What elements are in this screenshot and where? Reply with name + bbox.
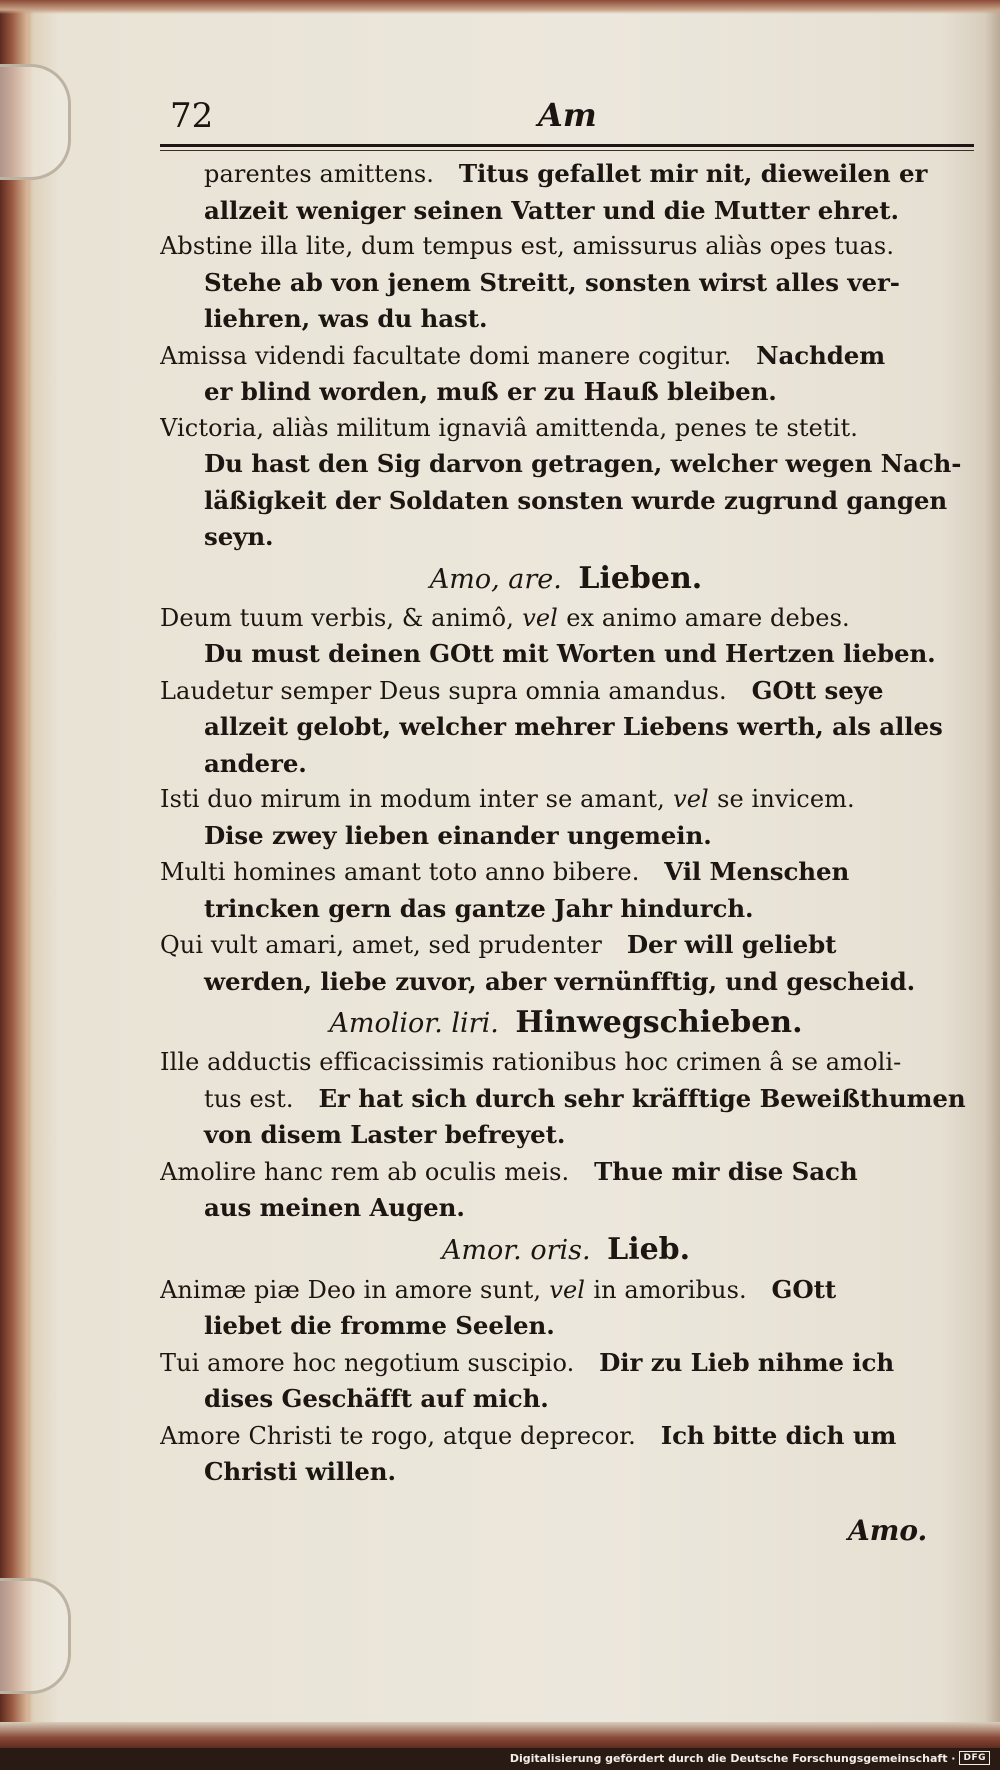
latin-text: ex animo amare debes. [566, 603, 850, 632]
latin-text: Deum tuum verbis, & animô, [160, 603, 514, 632]
vel-marker: vel [673, 785, 709, 813]
text-line [160, 891, 972, 928]
dictionary-entry [160, 1272, 972, 1345]
lemma-german: Hinwegschieben. [515, 1005, 803, 1040]
german-text: werden, liebe zuvor, aber vernünfftig, und gescheid. [204, 966, 916, 996]
text-line [160, 229, 972, 265]
german-text: Der will geliebt [626, 930, 837, 959]
german-text: andere. [204, 748, 307, 778]
latin-text: Victoria, aliàs militum ignaviâ amittenda, penes te stetit. [160, 413, 858, 442]
page-text [160, 156, 972, 1491]
text-line [160, 1117, 972, 1154]
german-text: von disem Laster befreyet. [204, 1120, 566, 1149]
text-line [160, 265, 972, 302]
german-text: läßigkeit der Soldaten sonsten wurde zugrund gangen [204, 485, 948, 515]
latin-text: in amoribus. [593, 1275, 747, 1304]
latin-text: se invicem. [717, 785, 855, 813]
german-text: seyn. [204, 522, 274, 551]
latin-text: Laudetur semper Deus supra omnia amandus. [160, 676, 727, 705]
text-line [160, 374, 972, 411]
german-text: allzeit gelobt, welcher mehrer Liebens werth, als alles [204, 712, 943, 741]
text-line [160, 1081, 972, 1118]
text-line [160, 1418, 972, 1455]
german-text: liebet die fromme Seelen. [204, 1311, 555, 1340]
latin-text: Amore Christi te rogo, atque deprecor. [160, 1421, 636, 1450]
text-line [160, 673, 972, 710]
vel-marker: vel [549, 1275, 586, 1304]
german-text: Christi willen. [204, 1457, 396, 1486]
latin-text: Tui amore hoc negotium suscipio. [160, 1348, 575, 1377]
latin-text: Qui vult amari, amet, sed prudenter [160, 931, 603, 959]
german-text: liehren, was du hast. [204, 304, 488, 333]
lemma-german: Lieben. [578, 560, 703, 596]
page-top-edge [0, 0, 1000, 14]
text-line [160, 854, 972, 891]
latin-text: Multi homines amant toto anno bibere. [160, 858, 640, 886]
german-text: Thue mir dise Sach [594, 1156, 858, 1186]
text-line [160, 483, 972, 520]
dictionary-entry [160, 1418, 972, 1491]
latin-text: Abstine illa lite, dum tempus est, amissurus aliàs opes tuas. [160, 232, 895, 260]
book-binding-edge [0, 0, 30, 1748]
text-line [160, 636, 972, 673]
running-head [168, 96, 976, 140]
page-number: 72 [170, 96, 214, 136]
dictionary-entry [160, 338, 972, 411]
digitization-footer [510, 1750, 990, 1766]
text-line [160, 1045, 972, 1081]
german-text: GOtt seye [751, 675, 884, 705]
german-text: Titus gefallet mir nit, dieweilen er [458, 159, 928, 188]
latin-text: Isti duo mirum in modum inter se amant, [160, 785, 665, 813]
lemma-latin: Amo, are. [429, 563, 562, 595]
dictionary-entry [160, 411, 972, 556]
page-bottom-edge [0, 1722, 1000, 1748]
running-head-word: Am [538, 96, 597, 134]
dictionary-entry [160, 927, 972, 1000]
lemma-heading [160, 558, 972, 601]
text-line [160, 709, 972, 746]
latin-text: Ille adductis efficacissimis rationibus hoc crimen â se amoli- [160, 1048, 902, 1076]
text-line [160, 1154, 972, 1191]
header-rule [160, 144, 974, 147]
catchword: Amo. [848, 1514, 928, 1547]
text-line [160, 338, 972, 375]
german-text: Du hast den Sig darvon getragen, welcher wegen Nach- [204, 449, 962, 478]
page-clip-top [0, 64, 71, 180]
text-line [160, 193, 972, 230]
text-line [160, 927, 972, 964]
latin-text: tus est. [204, 1084, 294, 1113]
vel-marker: vel [522, 603, 558, 632]
header-rule-thin [160, 150, 974, 151]
german-text: Dise zwey lieben einander ungemein. [204, 820, 712, 850]
text-line [160, 446, 972, 483]
dfg-logo: DFG [959, 1751, 990, 1765]
text-line [160, 519, 972, 556]
german-text: Du must deinen GOtt mit Worten und Hertzen lieben. [204, 639, 936, 668]
german-text: Er hat sich durch sehr kräfftige Beweißthumen [318, 1083, 966, 1113]
dictionary-entry [160, 601, 972, 673]
german-text: trincken gern das gantze Jahr hindurch. [204, 893, 754, 923]
text-line [160, 1454, 972, 1491]
lemma-heading [160, 1002, 972, 1045]
latin-text: Amissa videndi facultate domi manere cogitur. [160, 341, 732, 370]
text-line [160, 156, 972, 193]
text-line [160, 1345, 972, 1382]
lemma-latin: Amor. oris. [441, 1234, 591, 1266]
german-text: Vil Menschen [664, 857, 850, 886]
dictionary-entry [160, 673, 972, 783]
text-line [160, 746, 972, 783]
dictionary-entry [160, 1154, 972, 1227]
text-line [160, 411, 972, 447]
dictionary-entry [160, 229, 972, 338]
lemma-latin: Amolior. liri. [329, 1008, 499, 1039]
lemma-german: Lieb. [607, 1231, 691, 1267]
dictionary-entry [160, 1045, 972, 1154]
german-text: Dir zu Lieb nihme ich [599, 1347, 895, 1377]
footer-text: Digitalisierung gefördert durch die Deutsche Forschungsgemeinschaft · [509, 1751, 956, 1765]
text-line [160, 1308, 972, 1345]
latin-text: parentes amittens. [204, 160, 435, 188]
german-text: Nachdem [756, 340, 886, 370]
text-line [160, 601, 972, 637]
lemma-heading [160, 1229, 972, 1272]
dictionary-entry [160, 782, 972, 854]
text-line [160, 818, 972, 855]
text-line [160, 1272, 972, 1309]
german-text: aus meinen Augen. [204, 1193, 465, 1222]
dictionary-entry [160, 1345, 972, 1418]
german-text: Stehe ab von jenem Streitt, sonsten wirst alles ver- [204, 267, 900, 297]
dictionary-entry [160, 156, 972, 229]
german-text: dises Geschäfft auf mich. [204, 1384, 549, 1413]
text-line [160, 964, 972, 1001]
text-line [160, 301, 972, 338]
german-text: allzeit weniger seinen Vatter und die Mutter ehret. [204, 195, 899, 225]
text-line [160, 782, 972, 818]
german-text: Ich bitte dich um [660, 1420, 897, 1450]
dictionary-entry [160, 854, 972, 927]
german-text: er blind worden, muß er zu Hauß bleiben. [204, 377, 777, 406]
text-line [160, 1381, 972, 1418]
latin-text: Animæ piæ Deo in amore sunt, [160, 1275, 542, 1304]
german-text: GOtt [771, 1274, 837, 1304]
text-line [160, 1190, 972, 1227]
latin-text: Amolire hanc rem ab oculis meis. [160, 1157, 570, 1186]
page-clip-bottom [0, 1578, 71, 1694]
